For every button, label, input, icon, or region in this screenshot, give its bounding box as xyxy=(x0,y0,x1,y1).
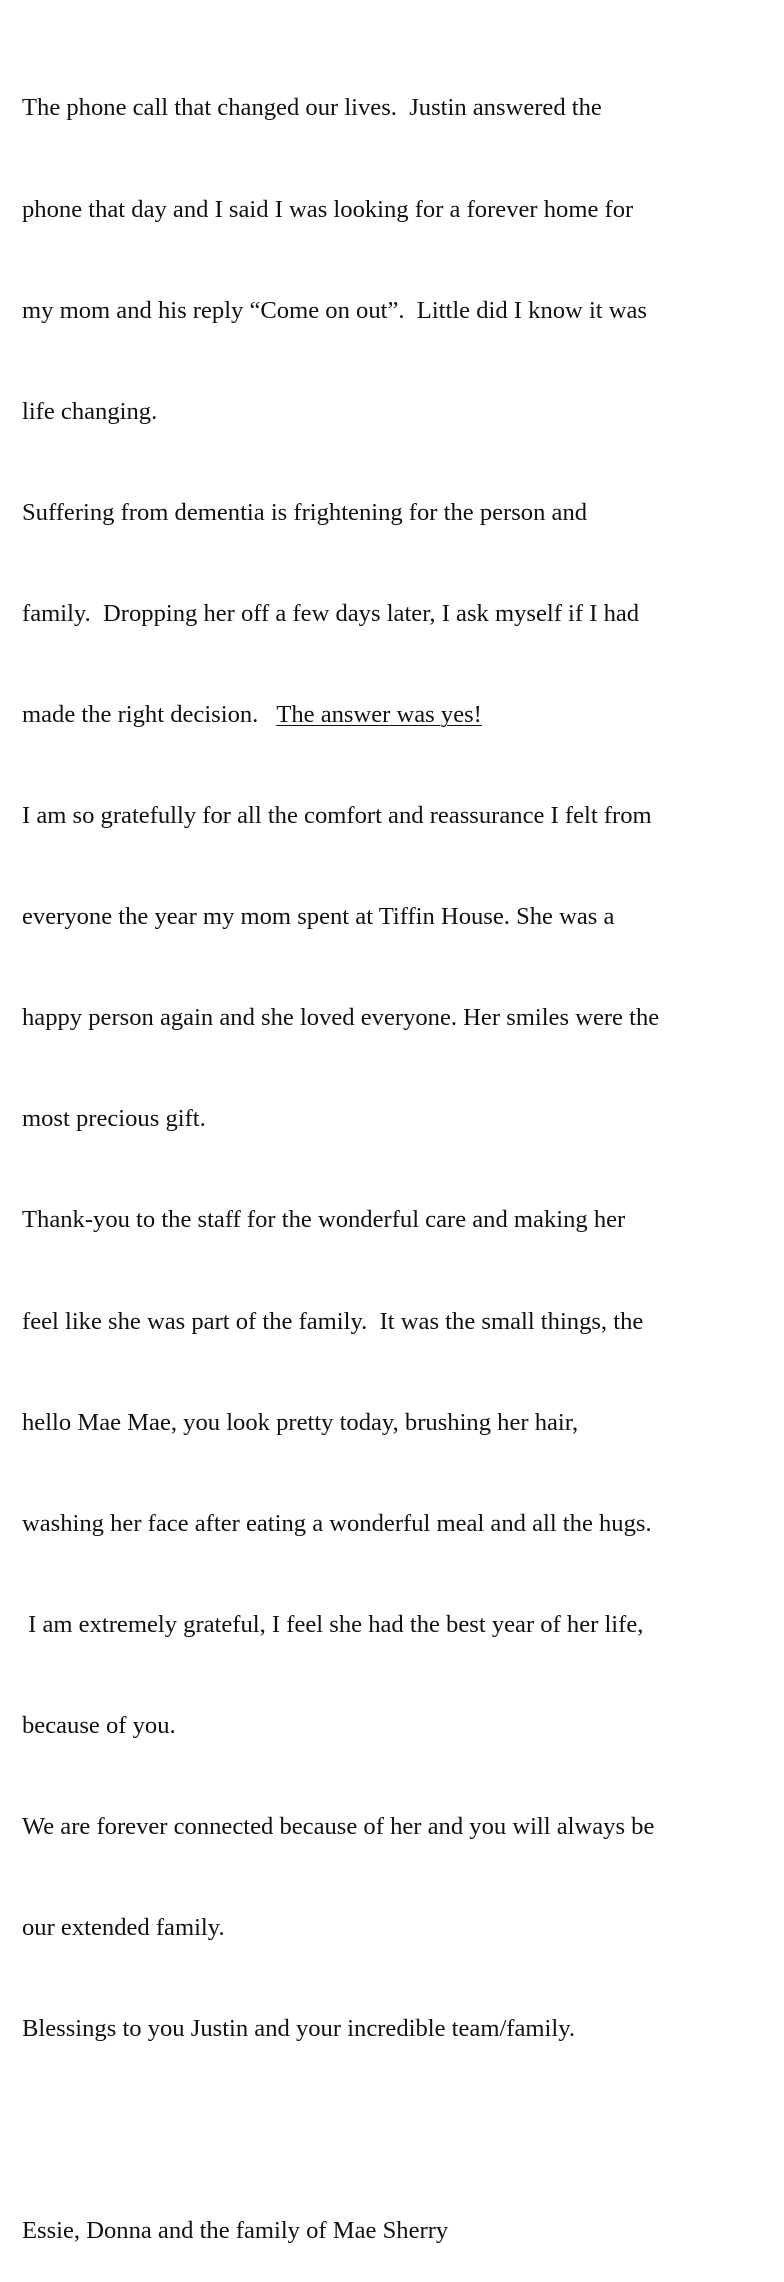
letter-line: phone that day and I said I was looking for a forever home for xyxy=(22,195,634,223)
letter-line: Thank-you to the staff for the wonderful care and making her xyxy=(22,1206,626,1234)
letter-line: We are forever connected because of her and you will always be xyxy=(22,1813,655,1840)
letter-line: hello Mae Mae, you look pretty today, brushing her hair, xyxy=(22,1408,579,1436)
letter-line: Suffering from dementia is frightening for the person and xyxy=(22,498,588,526)
letter-line: our extended family. xyxy=(22,1914,225,1942)
letter-line: I am extremely grateful, I feel she had the best year of her life, xyxy=(22,1610,644,1638)
letter-line: because of you. xyxy=(22,1711,176,1739)
letter-line: family. Dropping her off a few days later, I ask myself if I had xyxy=(22,599,640,627)
letter-line: life changing. xyxy=(22,397,158,425)
letter-line: The phone call that changed our lives. Justin answered the xyxy=(22,94,602,122)
letter-line xyxy=(22,698,780,732)
letter-line: feel like she was part of the family. It was the small things, the xyxy=(22,1307,644,1335)
letter-line: my mom and his reply “Come on out”. Little did I know it was xyxy=(22,296,648,324)
signature-line: Essie, Donna and the family of Mae Sherry xyxy=(22,2217,449,2245)
letter-line: happy person again and she loved everyone. Her smiles were the xyxy=(22,1004,660,1032)
letter-line: everyone the year my mom spent at Tiffin House. She was a xyxy=(22,903,615,931)
letter-line: Blessings to you Justin and your incredible team/family. xyxy=(22,2015,576,2043)
letter-line: I am so gratefully for all the comfort and reassurance I felt from xyxy=(22,802,652,830)
letter-line: most precious gift. xyxy=(22,1105,206,1133)
blank-line xyxy=(22,2113,780,2147)
letter-body xyxy=(22,24,780,2282)
letter-line-text: made the right decision. xyxy=(22,700,277,728)
underlined-answer: The answer was yes! xyxy=(276,700,482,728)
letter-line: washing her face after eating a wonderful meal and all the hugs. xyxy=(22,1509,652,1537)
